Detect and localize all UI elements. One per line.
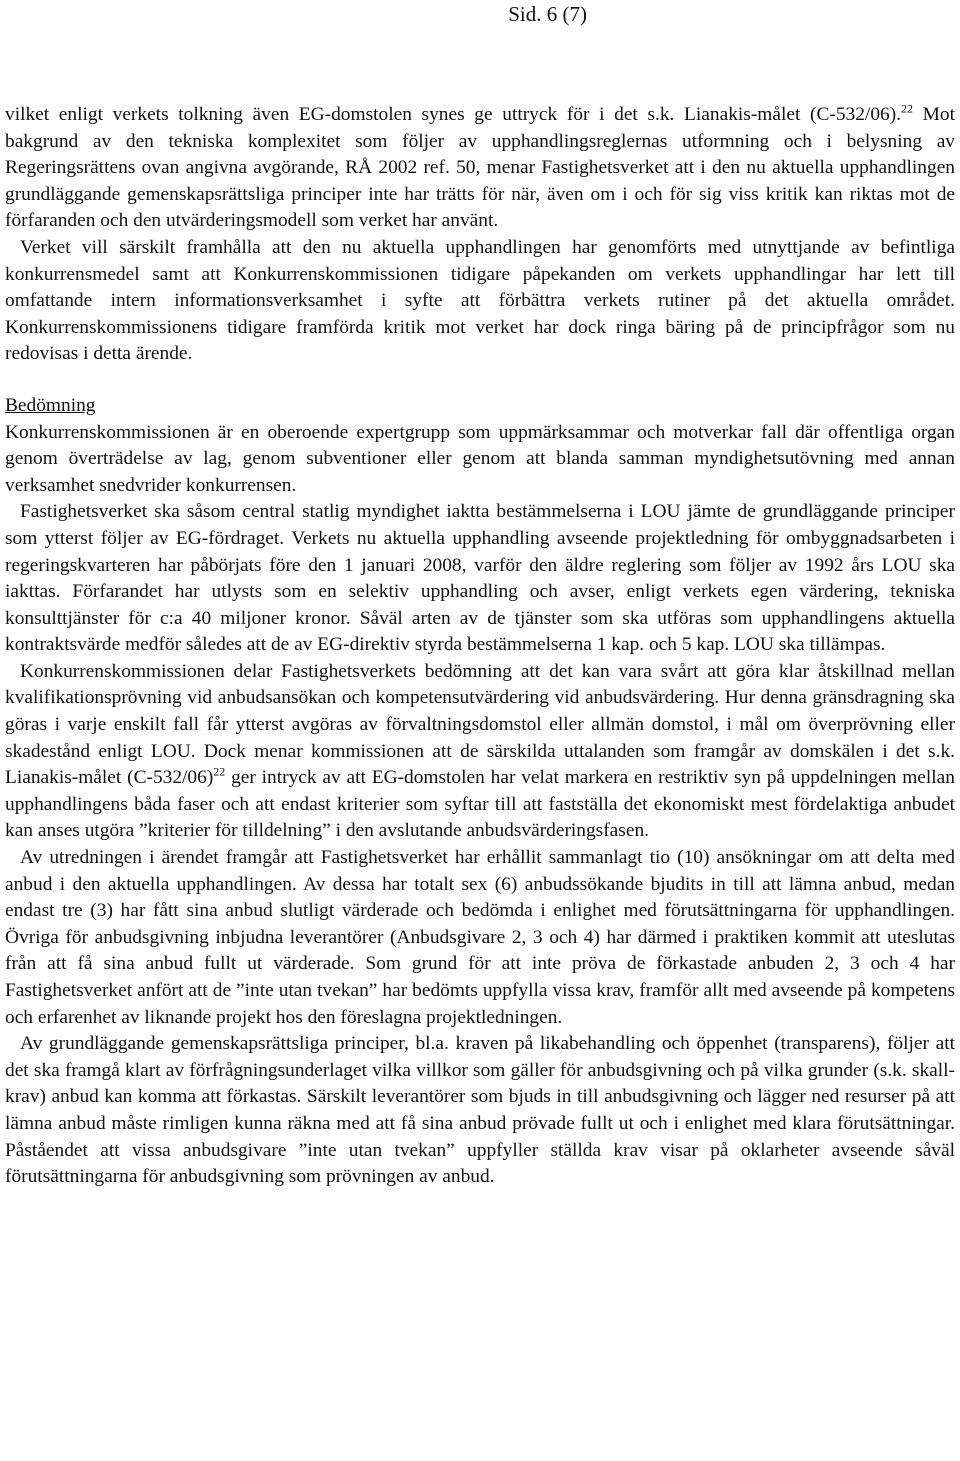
- spacer: [5, 368, 955, 393]
- page-number: Sid. 6 (7): [508, 2, 587, 26]
- footnote-ref: 22: [901, 101, 914, 116]
- paragraph-1-text-cont: Mot bakgrund av den tekniska komplexitet som följer av upphandlingsreglernas utformning och i belysning av Regeringsrättens ovan angivna avgörande, RÅ 2002 ref. 50, menar Fastighetsverket att i den nu aktuella upphandlingen grundläggande gemenskapsrättsliga principer inte har trätts för när, även om i och för sig viss kritik kan riktas mot de förfaranden och den utvärderingsmodell som verket har använt.: [5, 104, 955, 232]
- paragraph-5-text-cont: ger intryck av att EG-domstolen har velat markera en restriktiv syn på uppdelningen mellan upphandlingens båda faser och att endast kriterier som syftar till att fastställa det ekonomiskt mest fördelaktiga anbudet kan anses utgöra ”kriterier för tilldelning” i den avslutande anbudsvärderingsfasen.: [5, 767, 955, 842]
- paragraph-5-text: Konkurrenskommissionen delar Fastighetsverkets bedömning att det kan vara svårt att göra klar åtskillnad mellan kvalifikationsprövning vid anbudsansökan och kompetensutvärdering vid anbudsvärdering. Hur denna gränsdragning ska göras i varje enskilt fall får ytterst avgöras av förvaltningsdomstol eller allmän domstol, i mål om överprövning eller skadestånd enligt LOU. Dock menar kommissionen att de särskilda uttalanden som framgår av domskälen i det s.k. Lianakis-målet (C-532/06): [5, 660, 955, 789]
- paragraph-6: Av utredningen i ärendet framgår att Fastighetsverket har erhållit sammanlagt tio (10) ansökningar om att delta med anbud i den aktuella upphandlingen. Av dessa har totalt sex (6) anbudssökande bjudits in till att lämna anbud, medan endast tre (3) har fått sina anbud slutligt värderade och bedömda i enlighet med förutsättningarna för upphandlingen. Övriga för anbudsgivning inbjudna leverantörer (Anbudsgivare 2, 3 och 4) har därmed i praktiken kommit att uteslutas från att få sina anbud fullt ut värderade. Som grund för att inte pröva de förkastade anbuden 2, 3 och 4 har Fastighetsverket anfört att de ”inte utan tvekan” har bedömts uppfylla vissa krav, framför allt med avseende på kompetens och erfarenhet av liknande projekt hos den föreslagna projektledningen.: [5, 847, 955, 1028]
- paragraph-7: Av grundläggande gemenskapsrättsliga principer, bl.a. kraven på likabehandling och öppenhet (transparens), följer att det ska framgå klart av förfrågningsunderlaget vilka villkor som gäller för anbudsgivning och på vilka grunder (s.k. skall-krav) anbud kan komma att förkastas. Särskilt leverantörer som bjuds in till anbudsgivning och lägger ned resurser på att lämna anbud måste rimligen kunna räkna med att få sina anbud prövade fullt ut och i enlighet med klara förutsättningar. Påståendet att vissa anbudsgivare ”inte utan tvekan” uppfyller ställda krav visar på oklarheter avseende såväl förutsättningarna för anbudsgivning som prövningen av anbud.: [5, 1033, 955, 1188]
- paragraph-1: [5, 102, 955, 235]
- footnote-ref: 22: [213, 764, 226, 779]
- section-heading: Bedömning: [5, 394, 96, 416]
- document-body: [5, 102, 955, 1191]
- paragraph-1-text: vilket enligt verkets tolkning även EG-domstolen synes ge uttryck för i det s.k. Lianakis-målet (C-532/06).: [5, 104, 902, 125]
- paragraph-4: Fastighetsverket ska såsom central statlig myndighet iaktta bestämmelserna i LOU jämte de grundläggande principer som ytterst följer av EG-fördraget. Verkets nu aktuella upphandling avseende projektledning för ombyggnadsarbeten i regeringskvarteren har påbörjats före den 1 januari 2008, varför den äldre reglering som följer av 1992 års LOU ska iakttas. Förfarandet har utlysts som en selektiv upphandling och avser, enligt verkets egen värdering, tekniska konsulttjänster för c:a 40 miljoner kronor. Såväl arten av de tjänster som ska utföras som upphandlingens aktuella kontraktsvärde medför således att de av EG-direktiv styrda bestämmelserna 1 kap. och 5 kap. LOU ska tillämpas.: [5, 501, 955, 656]
- paragraph-3: Konkurrenskommissionen är en oberoende expertgrupp som uppmärksammar och motverkar fall där offentliga organ genom överträdelse av lag, genom subventioner eller genom att blanda samman myndighetsutövning med annan verksamhet snedvrider konkurrensen.: [5, 421, 955, 496]
- paragraph-2: Verket vill särskilt framhålla att den nu aktuella upphandlingen har genomförts med utnyttjande av befintliga konkurrensmedel samt att Konkurrenskommissionen tidigare påpekanden om verkets upphandlingar har lett till omfattande intern informationsverksamhet i syfte att förbättra verkets rutiner på det aktuella området. Konkurrenskommissionens tidigare framförda kritik mot verket har dock ringa bäring på de principfrågor som nu redovisas i detta ärende.: [5, 236, 955, 365]
- paragraph-5: [5, 659, 955, 845]
